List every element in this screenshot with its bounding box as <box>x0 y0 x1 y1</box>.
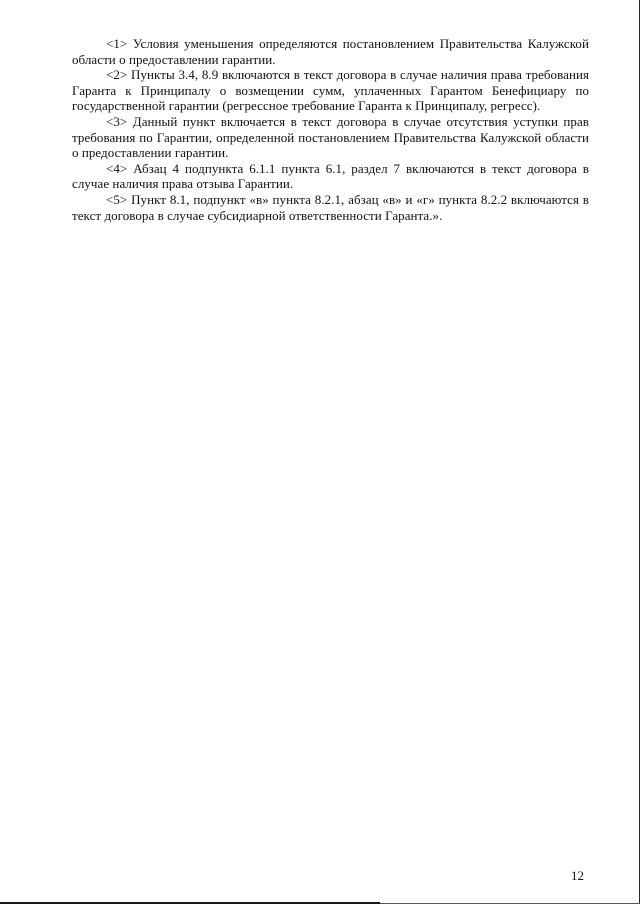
footnotes-section <box>72 36 589 223</box>
footnote-3: <3> Данный пункт включается в текст договора в случае отсутствия уступки прав требования по Гарантии, определенной постановлением Правительства Калужской области о предоставлении гарантии. <box>72 113 589 161</box>
footnote-4: <4> Абзац 4 подпункта 6.1.1 пункта 6.1, раздел 7 включаются в текст договора в случае наличия права отзыва Гарантии. <box>72 160 589 192</box>
footnote-5: <5> Пункт 8.1, подпункт «в» пункта 8.2.1, абзац «в» и «г» пункта 8.2.2 включаются в текст договора в случае субсидиарной ответственности Гаранта.». <box>72 191 589 223</box>
footnote-1: <1> Условия уменьшения определяются постановлением Правительства Калужской области о предоставлении гарантии. <box>72 36 589 67</box>
page-number: 12 <box>571 868 584 883</box>
footnote-2: <2> Пункты 3.4, 8.9 включаются в текст договора в случае наличия права требования Гаранта к Принципалу о возмещении сумм, уплаченных Гарантом Бенефициару по государственной гарантии (регрессное требование Гаранта к Принципалу, регресс). <box>72 67 589 114</box>
